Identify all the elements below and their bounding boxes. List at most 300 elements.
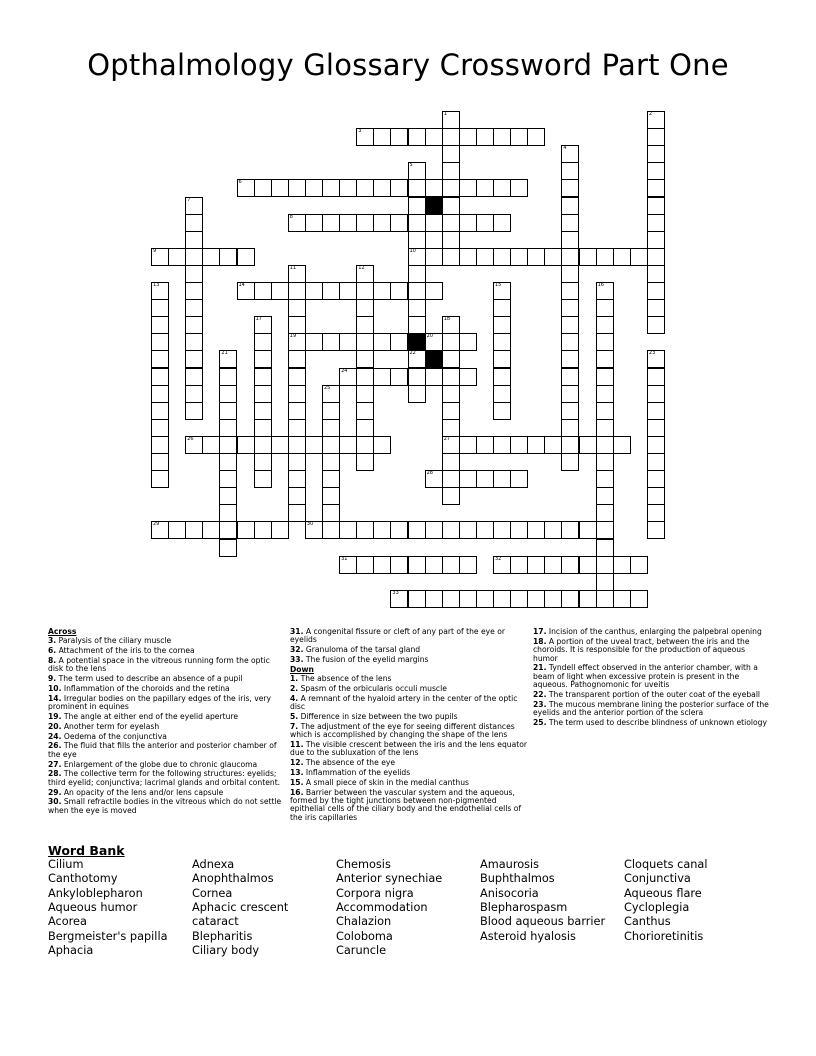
crossword-cell[interactable] xyxy=(356,402,374,420)
crossword-cell[interactable] xyxy=(151,453,169,471)
crossword-cell[interactable] xyxy=(356,333,374,351)
crossword-cell[interactable] xyxy=(579,556,597,574)
crossword-cell[interactable] xyxy=(596,487,614,505)
crossword-cell[interactable] xyxy=(356,385,374,403)
crossword-cell[interactable] xyxy=(271,521,289,539)
crossword-cell[interactable] xyxy=(254,419,272,437)
crossword-cell[interactable] xyxy=(288,265,306,283)
crossword-cell[interactable] xyxy=(168,248,186,266)
crossword-cell[interactable] xyxy=(408,179,426,197)
crossword-cell[interactable] xyxy=(390,333,408,351)
crossword-cell[interactable] xyxy=(596,453,614,471)
crossword-cell[interactable] xyxy=(390,590,408,608)
crossword-cell[interactable] xyxy=(596,470,614,488)
crossword-cell[interactable] xyxy=(356,419,374,437)
crossword-cell[interactable] xyxy=(561,521,579,539)
crossword-cell[interactable] xyxy=(527,128,545,146)
crossword-cell[interactable] xyxy=(647,521,665,539)
crossword-cell[interactable] xyxy=(561,145,579,163)
crossword-cell[interactable] xyxy=(425,333,443,351)
crossword-cell[interactable] xyxy=(493,385,511,403)
crossword-cell[interactable] xyxy=(527,248,545,266)
crossword-cell[interactable] xyxy=(151,402,169,420)
crossword-cell[interactable] xyxy=(254,282,272,300)
crossword-cell[interactable] xyxy=(425,470,443,488)
crossword-cell[interactable] xyxy=(185,402,203,420)
crossword-cell[interactable] xyxy=(288,350,306,368)
crossword-cell[interactable] xyxy=(322,470,340,488)
crossword-cell[interactable] xyxy=(561,231,579,249)
crossword-cell[interactable] xyxy=(288,402,306,420)
crossword-cell[interactable] xyxy=(647,128,665,146)
crossword-cell[interactable] xyxy=(527,556,545,574)
crossword-cell[interactable] xyxy=(373,179,391,197)
crossword-cell[interactable] xyxy=(476,436,494,454)
crossword-cell[interactable] xyxy=(561,162,579,180)
crossword-cell[interactable] xyxy=(390,214,408,232)
crossword-cell[interactable] xyxy=(459,556,477,574)
crossword-cell[interactable] xyxy=(390,521,408,539)
crossword-cell[interactable] xyxy=(339,333,357,351)
crossword-cell[interactable] xyxy=(339,368,357,386)
crossword-cell[interactable] xyxy=(476,521,494,539)
crossword-cell[interactable] xyxy=(647,368,665,386)
crossword-cell[interactable] xyxy=(237,436,255,454)
crossword-cell[interactable] xyxy=(493,350,511,368)
crossword-cell[interactable] xyxy=(185,368,203,386)
crossword-cell[interactable] xyxy=(613,590,631,608)
crossword-cell[interactable] xyxy=(254,402,272,420)
crossword-cell[interactable] xyxy=(408,590,426,608)
crossword-cell[interactable] xyxy=(151,436,169,454)
crossword-cell[interactable] xyxy=(476,590,494,608)
crossword-cell[interactable] xyxy=(442,214,460,232)
crossword-cell[interactable] xyxy=(339,282,357,300)
crossword-cell[interactable] xyxy=(373,333,391,351)
crossword-cell[interactable] xyxy=(442,128,460,146)
crossword-cell[interactable] xyxy=(442,453,460,471)
crossword-cell[interactable] xyxy=(254,316,272,334)
crossword-cell[interactable] xyxy=(254,385,272,403)
crossword-cell[interactable] xyxy=(339,436,357,454)
crossword-cell[interactable] xyxy=(288,453,306,471)
crossword-cell[interactable] xyxy=(613,556,631,574)
crossword-cell[interactable] xyxy=(339,521,357,539)
crossword-cell[interactable] xyxy=(219,521,237,539)
crossword-cell[interactable] xyxy=(459,436,477,454)
crossword-cell[interactable] xyxy=(425,128,443,146)
crossword-cell[interactable] xyxy=(596,368,614,386)
crossword-cell[interactable] xyxy=(425,248,443,266)
crossword-cell[interactable] xyxy=(322,333,340,351)
crossword-cell[interactable] xyxy=(493,299,511,317)
crossword-cell[interactable] xyxy=(373,436,391,454)
crossword-cell[interactable] xyxy=(288,282,306,300)
crossword-cell[interactable] xyxy=(510,521,528,539)
crossword-cell[interactable] xyxy=(596,419,614,437)
crossword-cell[interactable] xyxy=(493,470,511,488)
crossword-cell[interactable] xyxy=(254,453,272,471)
crossword-cell[interactable] xyxy=(185,299,203,317)
crossword-cell[interactable] xyxy=(288,316,306,334)
crossword-cell[interactable] xyxy=(425,214,443,232)
crossword-cell[interactable] xyxy=(442,145,460,163)
crossword-cell[interactable] xyxy=(527,521,545,539)
crossword-cell[interactable] xyxy=(510,436,528,454)
crossword-cell[interactable] xyxy=(390,368,408,386)
crossword-cell[interactable] xyxy=(459,470,477,488)
crossword-cell[interactable] xyxy=(510,248,528,266)
crossword-cell[interactable] xyxy=(561,385,579,403)
crossword-cell[interactable] xyxy=(493,333,511,351)
crossword-cell[interactable] xyxy=(459,248,477,266)
crossword-cell[interactable] xyxy=(647,162,665,180)
crossword-cell[interactable] xyxy=(288,179,306,197)
crossword-cell[interactable] xyxy=(442,197,460,215)
crossword-cell[interactable] xyxy=(408,248,426,266)
crossword-cell[interactable] xyxy=(322,419,340,437)
crossword-cell[interactable] xyxy=(271,436,289,454)
crossword-cell[interactable] xyxy=(305,282,323,300)
crossword-cell[interactable] xyxy=(561,282,579,300)
crossword-cell[interactable] xyxy=(151,248,169,266)
crossword-cell[interactable] xyxy=(322,504,340,522)
crossword-cell[interactable] xyxy=(630,590,648,608)
crossword-cell[interactable] xyxy=(561,453,579,471)
crossword-cell[interactable] xyxy=(322,521,340,539)
crossword-cell[interactable] xyxy=(579,590,597,608)
crossword-cell[interactable] xyxy=(288,436,306,454)
crossword-cell[interactable] xyxy=(322,385,340,403)
crossword-cell[interactable] xyxy=(493,590,511,608)
crossword-cell[interactable] xyxy=(219,350,237,368)
crossword-cell[interactable] xyxy=(408,385,426,403)
crossword-cell[interactable] xyxy=(442,333,460,351)
crossword-cell[interactable] xyxy=(596,299,614,317)
crossword-cell[interactable] xyxy=(356,368,374,386)
crossword-cell[interactable] xyxy=(442,350,460,368)
crossword-cell[interactable] xyxy=(459,368,477,386)
crossword-cell[interactable] xyxy=(254,521,272,539)
crossword-cell[interactable] xyxy=(442,521,460,539)
crossword-cell[interactable] xyxy=(510,128,528,146)
crossword-cell[interactable] xyxy=(237,248,255,266)
crossword-cell[interactable] xyxy=(579,521,597,539)
crossword-cell[interactable] xyxy=(561,299,579,317)
crossword-cell[interactable] xyxy=(647,265,665,283)
crossword-cell[interactable] xyxy=(544,590,562,608)
crossword-cell[interactable] xyxy=(322,214,340,232)
crossword-cell[interactable] xyxy=(647,436,665,454)
crossword-cell[interactable] xyxy=(356,521,374,539)
crossword-cell[interactable] xyxy=(596,573,614,591)
crossword-cell[interactable] xyxy=(151,299,169,317)
crossword-cell[interactable] xyxy=(288,214,306,232)
crossword-cell[interactable] xyxy=(476,248,494,266)
crossword-cell[interactable] xyxy=(647,350,665,368)
crossword-cell[interactable] xyxy=(459,214,477,232)
crossword-cell[interactable] xyxy=(647,453,665,471)
crossword-cell[interactable] xyxy=(288,487,306,505)
crossword-cell[interactable] xyxy=(647,419,665,437)
crossword-cell[interactable] xyxy=(305,214,323,232)
crossword-cell[interactable] xyxy=(561,419,579,437)
crossword-cell[interactable] xyxy=(322,453,340,471)
crossword-cell[interactable] xyxy=(408,265,426,283)
crossword-cell[interactable] xyxy=(442,385,460,403)
crossword-cell[interactable] xyxy=(219,402,237,420)
crossword-cell[interactable] xyxy=(408,282,426,300)
crossword-cell[interactable] xyxy=(185,265,203,283)
crossword-cell[interactable] xyxy=(219,487,237,505)
crossword-cell[interactable] xyxy=(561,265,579,283)
crossword-cell[interactable] xyxy=(356,128,374,146)
crossword-cell[interactable] xyxy=(527,436,545,454)
crossword-cell[interactable] xyxy=(202,436,220,454)
crossword-cell[interactable] xyxy=(356,282,374,300)
crossword-cell[interactable] xyxy=(151,350,169,368)
crossword-cell[interactable] xyxy=(647,402,665,420)
crossword-cell[interactable] xyxy=(219,368,237,386)
crossword-cell[interactable] xyxy=(561,368,579,386)
crossword-cell[interactable] xyxy=(305,436,323,454)
crossword-cell[interactable] xyxy=(339,179,357,197)
crossword-cell[interactable] xyxy=(596,539,614,557)
crossword-cell[interactable] xyxy=(305,179,323,197)
crossword-cell[interactable] xyxy=(442,231,460,249)
crossword-cell[interactable] xyxy=(151,316,169,334)
crossword-cell[interactable] xyxy=(493,179,511,197)
crossword-cell[interactable] xyxy=(202,521,220,539)
crossword-cell[interactable] xyxy=(151,368,169,386)
crossword-cell[interactable] xyxy=(442,179,460,197)
crossword-cell[interactable] xyxy=(442,111,460,129)
crossword-cell[interactable] xyxy=(271,179,289,197)
crossword-cell[interactable] xyxy=(408,316,426,334)
crossword-cell[interactable] xyxy=(596,590,614,608)
crossword-cell[interactable] xyxy=(151,385,169,403)
crossword-cell[interactable] xyxy=(596,333,614,351)
crossword-cell[interactable] xyxy=(596,282,614,300)
crossword-cell[interactable] xyxy=(219,539,237,557)
crossword-cell[interactable] xyxy=(647,214,665,232)
crossword-cell[interactable] xyxy=(596,436,614,454)
crossword-cell[interactable] xyxy=(254,368,272,386)
crossword-cell[interactable] xyxy=(288,333,306,351)
crossword-cell[interactable] xyxy=(493,248,511,266)
crossword-cell[interactable] xyxy=(647,248,665,266)
crossword-cell[interactable] xyxy=(288,368,306,386)
crossword-cell[interactable] xyxy=(185,436,203,454)
crossword-cell[interactable] xyxy=(647,385,665,403)
crossword-cell[interactable] xyxy=(408,350,426,368)
crossword-cell[interactable] xyxy=(425,590,443,608)
crossword-cell[interactable] xyxy=(647,470,665,488)
crossword-cell[interactable] xyxy=(322,282,340,300)
crossword-cell[interactable] xyxy=(647,282,665,300)
crossword-cell[interactable] xyxy=(510,556,528,574)
crossword-cell[interactable] xyxy=(356,299,374,317)
crossword-cell[interactable] xyxy=(322,179,340,197)
crossword-cell[interactable] xyxy=(561,179,579,197)
crossword-cell[interactable] xyxy=(442,162,460,180)
crossword-cell[interactable] xyxy=(442,316,460,334)
crossword-cell[interactable] xyxy=(356,556,374,574)
crossword-cell[interactable] xyxy=(647,145,665,163)
crossword-cell[interactable] xyxy=(185,385,203,403)
crossword-cell[interactable] xyxy=(185,350,203,368)
crossword-cell[interactable] xyxy=(493,368,511,386)
crossword-cell[interactable] xyxy=(561,197,579,215)
crossword-cell[interactable] xyxy=(185,231,203,249)
crossword-cell[interactable] xyxy=(254,179,272,197)
crossword-cell[interactable] xyxy=(339,214,357,232)
crossword-cell[interactable] xyxy=(493,128,511,146)
crossword-cell[interactable] xyxy=(459,128,477,146)
crossword-cell[interactable] xyxy=(356,350,374,368)
crossword-cell[interactable] xyxy=(151,282,169,300)
crossword-cell[interactable] xyxy=(151,470,169,488)
crossword-cell[interactable] xyxy=(561,590,579,608)
crossword-cell[interactable] xyxy=(630,556,648,574)
crossword-cell[interactable] xyxy=(288,504,306,522)
crossword-cell[interactable] xyxy=(544,521,562,539)
crossword-cell[interactable] xyxy=(442,436,460,454)
crossword-cell[interactable] xyxy=(476,128,494,146)
crossword-cell[interactable] xyxy=(425,282,443,300)
crossword-cell[interactable] xyxy=(356,179,374,197)
crossword-cell[interactable] xyxy=(254,470,272,488)
crossword-cell[interactable] xyxy=(305,521,323,539)
crossword-cell[interactable] xyxy=(322,436,340,454)
crossword-cell[interactable] xyxy=(254,436,272,454)
crossword-cell[interactable] xyxy=(373,282,391,300)
crossword-cell[interactable] xyxy=(408,299,426,317)
crossword-cell[interactable] xyxy=(408,521,426,539)
crossword-cell[interactable] xyxy=(596,402,614,420)
crossword-cell[interactable] xyxy=(202,248,220,266)
crossword-cell[interactable] xyxy=(647,179,665,197)
crossword-cell[interactable] xyxy=(596,385,614,403)
crossword-cell[interactable] xyxy=(647,231,665,249)
crossword-cell[interactable] xyxy=(459,590,477,608)
crossword-cell[interactable] xyxy=(408,214,426,232)
crossword-cell[interactable] xyxy=(493,282,511,300)
crossword-cell[interactable] xyxy=(373,368,391,386)
crossword-cell[interactable] xyxy=(459,179,477,197)
crossword-cell[interactable] xyxy=(613,248,631,266)
crossword-cell[interactable] xyxy=(408,231,426,249)
crossword-cell[interactable] xyxy=(459,333,477,351)
crossword-cell[interactable] xyxy=(185,282,203,300)
crossword-cell[interactable] xyxy=(390,556,408,574)
crossword-cell[interactable] xyxy=(408,556,426,574)
crossword-cell[interactable] xyxy=(219,419,237,437)
crossword-cell[interactable] xyxy=(647,111,665,129)
crossword-cell[interactable] xyxy=(561,436,579,454)
crossword-cell[interactable] xyxy=(442,368,460,386)
crossword-cell[interactable] xyxy=(219,504,237,522)
crossword-cell[interactable] xyxy=(510,179,528,197)
crossword-cell[interactable] xyxy=(254,333,272,351)
crossword-cell[interactable] xyxy=(356,265,374,283)
crossword-cell[interactable] xyxy=(254,350,272,368)
crossword-cell[interactable] xyxy=(288,385,306,403)
crossword-cell[interactable] xyxy=(185,248,203,266)
crossword-cell[interactable] xyxy=(579,248,597,266)
crossword-cell[interactable] xyxy=(596,521,614,539)
crossword-cell[interactable] xyxy=(237,179,255,197)
crossword-cell[interactable] xyxy=(493,556,511,574)
crossword-cell[interactable] xyxy=(185,521,203,539)
crossword-cell[interactable] xyxy=(185,316,203,334)
crossword-cell[interactable] xyxy=(561,556,579,574)
crossword-cell[interactable] xyxy=(493,521,511,539)
crossword-cell[interactable] xyxy=(561,316,579,334)
crossword-cell[interactable] xyxy=(442,556,460,574)
crossword-cell[interactable] xyxy=(476,179,494,197)
crossword-cell[interactable] xyxy=(185,197,203,215)
crossword-cell[interactable] xyxy=(271,282,289,300)
crossword-cell[interactable] xyxy=(442,487,460,505)
crossword-cell[interactable] xyxy=(510,590,528,608)
crossword-cell[interactable] xyxy=(373,556,391,574)
crossword-cell[interactable] xyxy=(185,214,203,232)
crossword-cell[interactable] xyxy=(408,162,426,180)
crossword-cell[interactable] xyxy=(476,470,494,488)
crossword-cell[interactable] xyxy=(544,248,562,266)
crossword-cell[interactable] xyxy=(544,436,562,454)
crossword-cell[interactable] xyxy=(561,214,579,232)
crossword-cell[interactable] xyxy=(442,419,460,437)
crossword-cell[interactable] xyxy=(425,368,443,386)
crossword-cell[interactable] xyxy=(596,350,614,368)
crossword-cell[interactable] xyxy=(596,556,614,574)
crossword-cell[interactable] xyxy=(219,385,237,403)
crossword-cell[interactable] xyxy=(442,470,460,488)
crossword-cell[interactable] xyxy=(237,282,255,300)
crossword-cell[interactable] xyxy=(493,214,511,232)
crossword-cell[interactable] xyxy=(339,556,357,574)
crossword-cell[interactable] xyxy=(390,179,408,197)
crossword-cell[interactable] xyxy=(356,436,374,454)
crossword-cell[interactable] xyxy=(356,316,374,334)
crossword-cell[interactable] xyxy=(459,521,477,539)
crossword-cell[interactable] xyxy=(151,333,169,351)
crossword-cell[interactable] xyxy=(151,521,169,539)
crossword-cell[interactable] xyxy=(288,419,306,437)
crossword-cell[interactable] xyxy=(579,436,597,454)
crossword-cell[interactable] xyxy=(373,128,391,146)
crossword-cell[interactable] xyxy=(408,128,426,146)
crossword-cell[interactable] xyxy=(219,453,237,471)
crossword-cell[interactable] xyxy=(442,590,460,608)
crossword-cell[interactable] xyxy=(561,248,579,266)
crossword-cell[interactable] xyxy=(596,504,614,522)
crossword-cell[interactable] xyxy=(561,402,579,420)
crossword-cell[interactable] xyxy=(408,368,426,386)
crossword-cell[interactable] xyxy=(356,453,374,471)
crossword-cell[interactable] xyxy=(425,556,443,574)
crossword-cell[interactable] xyxy=(561,350,579,368)
crossword-cell[interactable] xyxy=(510,470,528,488)
crossword-cell[interactable] xyxy=(596,316,614,334)
crossword-cell[interactable] xyxy=(442,248,460,266)
crossword-cell[interactable] xyxy=(493,436,511,454)
crossword-cell[interactable] xyxy=(237,521,255,539)
crossword-cell[interactable] xyxy=(288,470,306,488)
crossword-cell[interactable] xyxy=(527,590,545,608)
